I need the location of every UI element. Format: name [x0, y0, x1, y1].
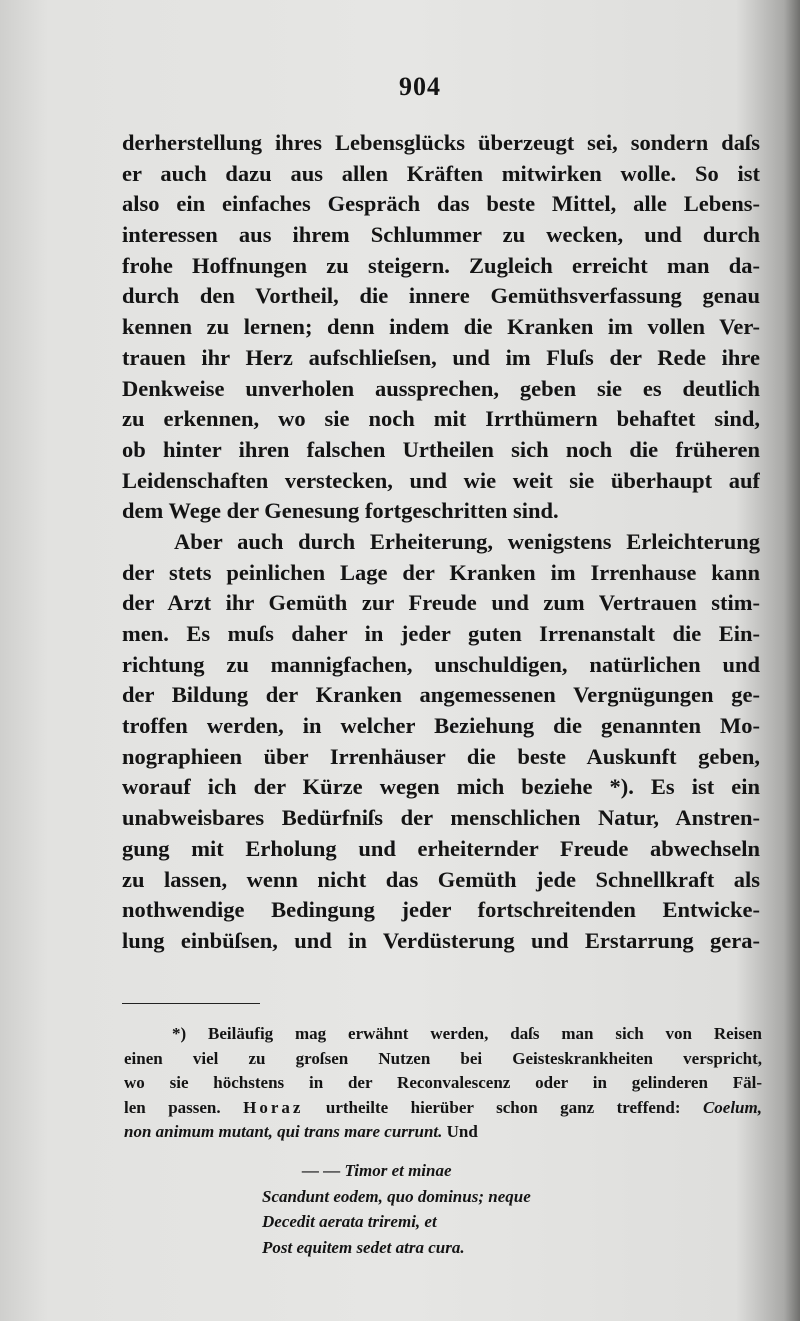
footnote-line: wo sie höchstens in der Reconvalescenz oder in gelinderen Fäl-: [124, 1073, 762, 1093]
text-line: ob hinter ihren falschen Urtheilen sich noch die früheren: [122, 436, 760, 462]
horace-verse: [262, 1158, 531, 1260]
text-line: frohe Hoffnungen zu steigern. Zugleich erreicht man da-: [122, 252, 760, 278]
author-name: Horaz: [243, 1097, 304, 1117]
latin-quote: non animum mutant, qui trans mare currunt.: [124, 1122, 443, 1142]
text-line: der stets peinlichen Lage der Kranken im Irrenhause kann: [122, 559, 760, 585]
text-line: er auch dazu aus allen Kräften mitwirken wolle. So ist: [122, 160, 760, 186]
text-line: der Bildung der Kranken angemessenen Vergnügungen ge-: [122, 682, 760, 708]
footnote-divider: [122, 1003, 260, 1004]
text-line: unabweisbares Bedürfniſs der menschlichen Natur, Anstren-: [122, 805, 760, 831]
text-line: worauf ich der Kürze wegen mich beziehe *). Es ist ein: [122, 774, 760, 800]
text-line: zu erkennen, wo sie noch mit Irrthümern behaftet sind,: [122, 406, 760, 432]
text-line: men. Es muſs daher in jeder guten Irrenanstalt die Ein-: [122, 621, 760, 646]
verse-line: Decedit aerata triremi, et: [262, 1212, 437, 1231]
footnote-line: [124, 1096, 762, 1121]
text-line: interessen aus ihrem Schlummer zu wecken, und durch: [122, 222, 760, 248]
text-line: trauen ihr Herz aufschlieſsen, und im Fluſs der Rede ihre: [122, 344, 760, 370]
text-line: richtung zu mannigfachen, unschuldigen, natürlichen und: [122, 651, 760, 677]
text-line: gung mit Erholung und erheiternder Freude abwechseln: [122, 835, 760, 861]
footnote-text: Und: [442, 1122, 478, 1142]
page-number: 904: [399, 72, 441, 101]
footnote-line: einen viel zu groſsen Nutzen bei Geisteskrankheiten verspricht,: [124, 1048, 762, 1068]
text-line: durch den Vortheil, die innere Gemüthsverfassung genau: [122, 283, 760, 309]
text-line: lung einbüſsen, und in Verdüsterung und Erstarrung gera-: [122, 927, 760, 953]
verse-line: Post equitem sedet atra cura.: [262, 1237, 465, 1257]
text-line: nographieen über Irrenhäuser die beste Auskunft geben,: [122, 743, 760, 769]
paragraph-start-line: Aber auch durch Erheiterung, wenigstens Erleichterung: [174, 528, 760, 554]
text-line: nothwendige Bedingung jeder fortschreitenden Entwicke-: [122, 897, 760, 923]
text-line: derherstellung ihres Lebensglücks überzeugt sei, sondern daſs: [122, 130, 760, 155]
footnote-line: *) Beiläufig mag erwähnt werden, daſs man sich von Reisen: [172, 1024, 762, 1043]
text-line: Leidenschaften verstecken, und wie weit sie überhaupt auf: [122, 467, 760, 493]
text-line: der Arzt ihr Gemüth zur Freude und zum Vertrauen stim-: [122, 590, 760, 616]
footnote-text: urtheilte hierüber schon ganz treffend:: [303, 1097, 703, 1117]
footnote-text: len passen.: [124, 1097, 244, 1117]
text-line: Denkweise unverholen aussprechen, geben sie es deutlich: [122, 375, 760, 401]
verse-line: — — Timor et minae: [302, 1161, 452, 1180]
latin-quote: Coelum,: [702, 1097, 762, 1117]
text-line: troffen werden, in welcher Beziehung die genannten Mo-: [122, 713, 760, 739]
text-line: dem Wege der Genesung fortgeschritten sind.: [122, 498, 559, 524]
text-line: zu lassen, wenn nicht das Gemüth jede Schnellkraft als: [122, 866, 760, 892]
verse-line: Scandunt eodem, quo dominus; neque: [262, 1186, 531, 1206]
main-text: [122, 128, 760, 957]
footnote-line: [124, 1120, 762, 1145]
text-line: also ein einfaches Gespräch das beste Mittel, alle Lebens-: [122, 191, 760, 217]
text-line: kennen zu lernen; denn indem die Kranken im vollen Ver-: [122, 314, 760, 340]
footnote: [124, 1022, 762, 1145]
